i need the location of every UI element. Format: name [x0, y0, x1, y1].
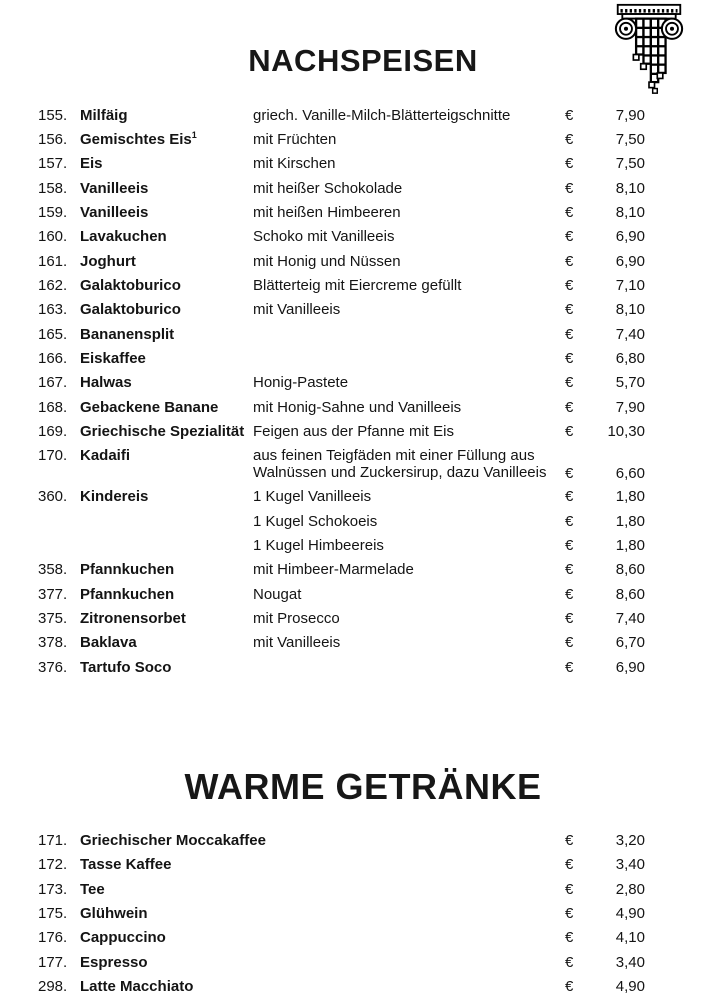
item-name: Halwas — [80, 374, 132, 392]
item-number: 176. — [38, 929, 68, 947]
section-title-warme-getraenke: WARME GETRÄNKE — [184, 766, 542, 808]
item-name: Latte Macchiato — [80, 977, 194, 995]
item-price: 1,80 — [615, 536, 645, 554]
item-name: Kadaifi — [80, 446, 131, 464]
item-number: 172. — [38, 856, 68, 874]
menu-item-row — [0, 249, 707, 273]
menu-item-row — [0, 606, 707, 630]
item-price: 10,30 — [607, 422, 645, 440]
menu-item-row — [0, 558, 707, 582]
menu-item-row — [0, 298, 707, 322]
item-number: 177. — [38, 953, 68, 971]
greek-column-icon — [612, 3, 686, 95]
item-price: 6,90 — [615, 252, 645, 270]
currency-symbol: € — [565, 634, 574, 652]
item-name: Bananensplit — [80, 325, 175, 343]
menu-item-row — [0, 828, 707, 852]
item-price: 2,80 — [615, 880, 645, 898]
item-name: Milfäig — [80, 106, 128, 124]
menu-item-row — [0, 273, 707, 297]
item-price: 7,40 — [615, 325, 645, 343]
item-name: Eis — [80, 155, 103, 173]
item-number: 298. — [38, 977, 68, 995]
item-price: 6,70 — [615, 634, 645, 652]
menu-item-row — [0, 103, 707, 127]
item-number: 377. — [38, 585, 68, 603]
item-number: 163. — [38, 301, 68, 319]
item-price: 6,80 — [615, 349, 645, 367]
item-number: 155. — [38, 106, 68, 124]
item-description: mit Kirschen — [253, 155, 336, 173]
currency-symbol: € — [565, 609, 574, 627]
menu-item-row — [0, 152, 707, 176]
currency-symbol: € — [565, 831, 574, 849]
item-name: Glühwein — [80, 904, 148, 922]
currency-symbol: € — [565, 374, 574, 392]
item-price: 8,60 — [615, 561, 645, 579]
item-name: Pfannkuchen — [80, 585, 175, 603]
item-name: Lavakuchen — [80, 228, 167, 246]
item-price: 4,90 — [615, 904, 645, 922]
item-name: Tasse Kaffee — [80, 856, 172, 874]
item-price: 8,10 — [615, 301, 645, 319]
item-price: 6,60 — [615, 464, 645, 482]
item-number: 160. — [38, 228, 68, 246]
item-number: 170. — [38, 446, 68, 464]
item-description: Feigen aus der Pfanne mit Eis — [253, 422, 454, 440]
currency-symbol: € — [565, 856, 574, 874]
currency-symbol: € — [565, 488, 574, 506]
currency-symbol: € — [565, 512, 574, 530]
item-description: Honig-Pastete — [253, 374, 349, 392]
item-price: 1,80 — [615, 488, 645, 506]
section-title-nachspeisen: NACHSPEISEN — [248, 43, 478, 78]
menu-item-row — [0, 853, 707, 877]
currency-symbol: € — [565, 658, 574, 676]
menu-item-row — [0, 419, 707, 443]
item-price: 1,80 — [615, 512, 645, 530]
item-description: 1 Kugel Vanilleeis — [253, 488, 372, 506]
item-number: 159. — [38, 203, 68, 221]
currency-symbol: € — [565, 276, 574, 294]
item-number: 378. — [38, 634, 68, 652]
item-number: 169. — [38, 422, 68, 440]
item-number: 167. — [38, 374, 68, 392]
currency-symbol: € — [565, 155, 574, 173]
item-name: Baklava — [80, 634, 137, 652]
item-name: Cappuccino — [80, 929, 166, 947]
menu-item-row — [0, 485, 707, 509]
item-name: Vanilleeis — [80, 203, 149, 221]
item-name: Gebackene Banane — [80, 398, 219, 416]
currency-symbol: € — [565, 536, 574, 554]
item-name: Vanilleeis — [80, 179, 149, 197]
menu-item-row — [0, 655, 707, 679]
item-description: mit Vanilleeis — [253, 634, 341, 652]
item-price: 7,40 — [615, 609, 645, 627]
item-name: Eiskaffee — [80, 349, 146, 367]
item-price: 7,10 — [615, 276, 645, 294]
item-name: Gemischtes Eis$^1$ — [80, 130, 197, 149]
item-number: 156. — [38, 130, 68, 148]
currency-symbol: € — [565, 422, 574, 440]
currency-symbol: € — [565, 179, 574, 197]
menu-item-row — [0, 371, 707, 395]
item-number: 166. — [38, 349, 68, 367]
item-description: mit heißen Himbeeren — [253, 203, 401, 221]
currency-symbol: € — [565, 130, 574, 148]
menu-item-row — [0, 974, 707, 998]
item-description: Blätterteig mit Eiercreme gefüllt — [253, 276, 462, 294]
item-number: 360. — [38, 488, 68, 506]
currency-symbol: € — [565, 977, 574, 995]
item-price: 7,90 — [615, 398, 645, 416]
item-description: mit Honig-Sahne und Vanilleeis — [253, 398, 462, 416]
menu-item-row — [0, 509, 707, 533]
menu-items-nachspeisen — [0, 103, 707, 679]
menu-item-row — [0, 176, 707, 200]
menu-item-row — [0, 631, 707, 655]
item-description: Nougat — [253, 585, 302, 603]
menu-item-row — [0, 444, 707, 485]
currency-symbol: € — [565, 301, 574, 319]
item-name: Griechische Spezialität — [80, 422, 245, 440]
item-number: 173. — [38, 880, 68, 898]
item-price: 7,90 — [615, 106, 645, 124]
item-number: 358. — [38, 561, 68, 579]
menu-item-row — [0, 225, 707, 249]
item-description: mit Früchten — [253, 130, 337, 148]
item-name: Griechischer Moccakaffee — [80, 831, 266, 849]
currency-symbol: € — [565, 561, 574, 579]
item-number: 158. — [38, 179, 68, 197]
item-price: 7,50 — [615, 130, 645, 148]
currency-symbol: € — [565, 228, 574, 246]
item-price: 3,40 — [615, 953, 645, 971]
item-description: mit heißer Schokolade — [253, 179, 403, 197]
currency-symbol: € — [565, 106, 574, 124]
item-name: Pfannkuchen — [80, 561, 175, 579]
item-name: Zitronensorbet — [80, 609, 186, 627]
item-price: 6,90 — [615, 228, 645, 246]
menu-item-row — [0, 346, 707, 370]
item-description: mit Himbeer-Marmelade — [253, 561, 414, 579]
currency-symbol: € — [565, 252, 574, 270]
item-number: 157. — [38, 155, 68, 173]
menu-item-row — [0, 127, 707, 151]
item-price: 4,10 — [615, 929, 645, 947]
menu-item-row — [0, 322, 707, 346]
section-warme-getraenke — [0, 679, 707, 998]
menu-item-row — [0, 901, 707, 925]
item-number: 168. — [38, 398, 68, 416]
currency-symbol: € — [565, 953, 574, 971]
menu-items-warme-getraenke — [0, 828, 707, 998]
item-name: Tartufo Soco — [80, 658, 172, 676]
item-number: 171. — [38, 831, 68, 849]
item-price: 8,10 — [615, 203, 645, 221]
currency-symbol: € — [565, 929, 574, 947]
item-name: Galaktoburico — [80, 276, 181, 294]
item-name: Joghurt — [80, 252, 136, 270]
menu-item-row — [0, 877, 707, 901]
currency-symbol: € — [565, 349, 574, 367]
item-number: 175. — [38, 904, 68, 922]
item-price: 4,90 — [615, 977, 645, 995]
currency-symbol: € — [565, 398, 574, 416]
item-price: 6,90 — [615, 658, 645, 676]
menu-item-row — [0, 200, 707, 224]
item-price: 5,70 — [615, 374, 645, 392]
currency-symbol: € — [565, 464, 574, 482]
menu-item-row — [0, 533, 707, 557]
item-number: 375. — [38, 609, 68, 627]
item-name: Tee — [80, 880, 105, 898]
item-description: mit Honig und Nüssen — [253, 252, 401, 270]
currency-symbol: € — [565, 904, 574, 922]
item-description: Schoko mit Vanilleeis — [253, 228, 395, 246]
currency-symbol: € — [565, 880, 574, 898]
item-number: 165. — [38, 325, 68, 343]
menu-item-row — [0, 926, 707, 950]
menu-item-row — [0, 582, 707, 606]
item-name: Espresso — [80, 953, 148, 971]
item-price: 7,50 — [615, 155, 645, 173]
item-description: mit Vanilleeis — [253, 301, 341, 319]
currency-symbol: € — [565, 203, 574, 221]
item-name: Kindereis — [80, 488, 149, 506]
item-price: 3,20 — [615, 831, 645, 849]
item-description: griech. Vanille-Milch-Blätterteigschnitte — [253, 106, 511, 124]
item-price: 3,40 — [615, 856, 645, 874]
item-description: aus feinen Teigfäden mit einer Füllung aus Walnüssen und Zuckersirup, dazu Vanilleeis — [253, 446, 547, 482]
item-description: 1 Kugel Himbeereis — [253, 536, 384, 554]
menu-item-row — [0, 950, 707, 974]
menu-item-row — [0, 395, 707, 419]
item-number: 161. — [38, 252, 68, 270]
item-number: 376. — [38, 658, 68, 676]
item-description: 1 Kugel Schokoeis — [253, 512, 378, 530]
currency-symbol: € — [565, 325, 574, 343]
item-name: Galaktoburico — [80, 301, 181, 319]
item-description: mit Prosecco — [253, 609, 340, 627]
item-number: 162. — [38, 276, 68, 294]
item-price: 8,10 — [615, 179, 645, 197]
currency-symbol: € — [565, 585, 574, 603]
item-price: 8,60 — [615, 585, 645, 603]
